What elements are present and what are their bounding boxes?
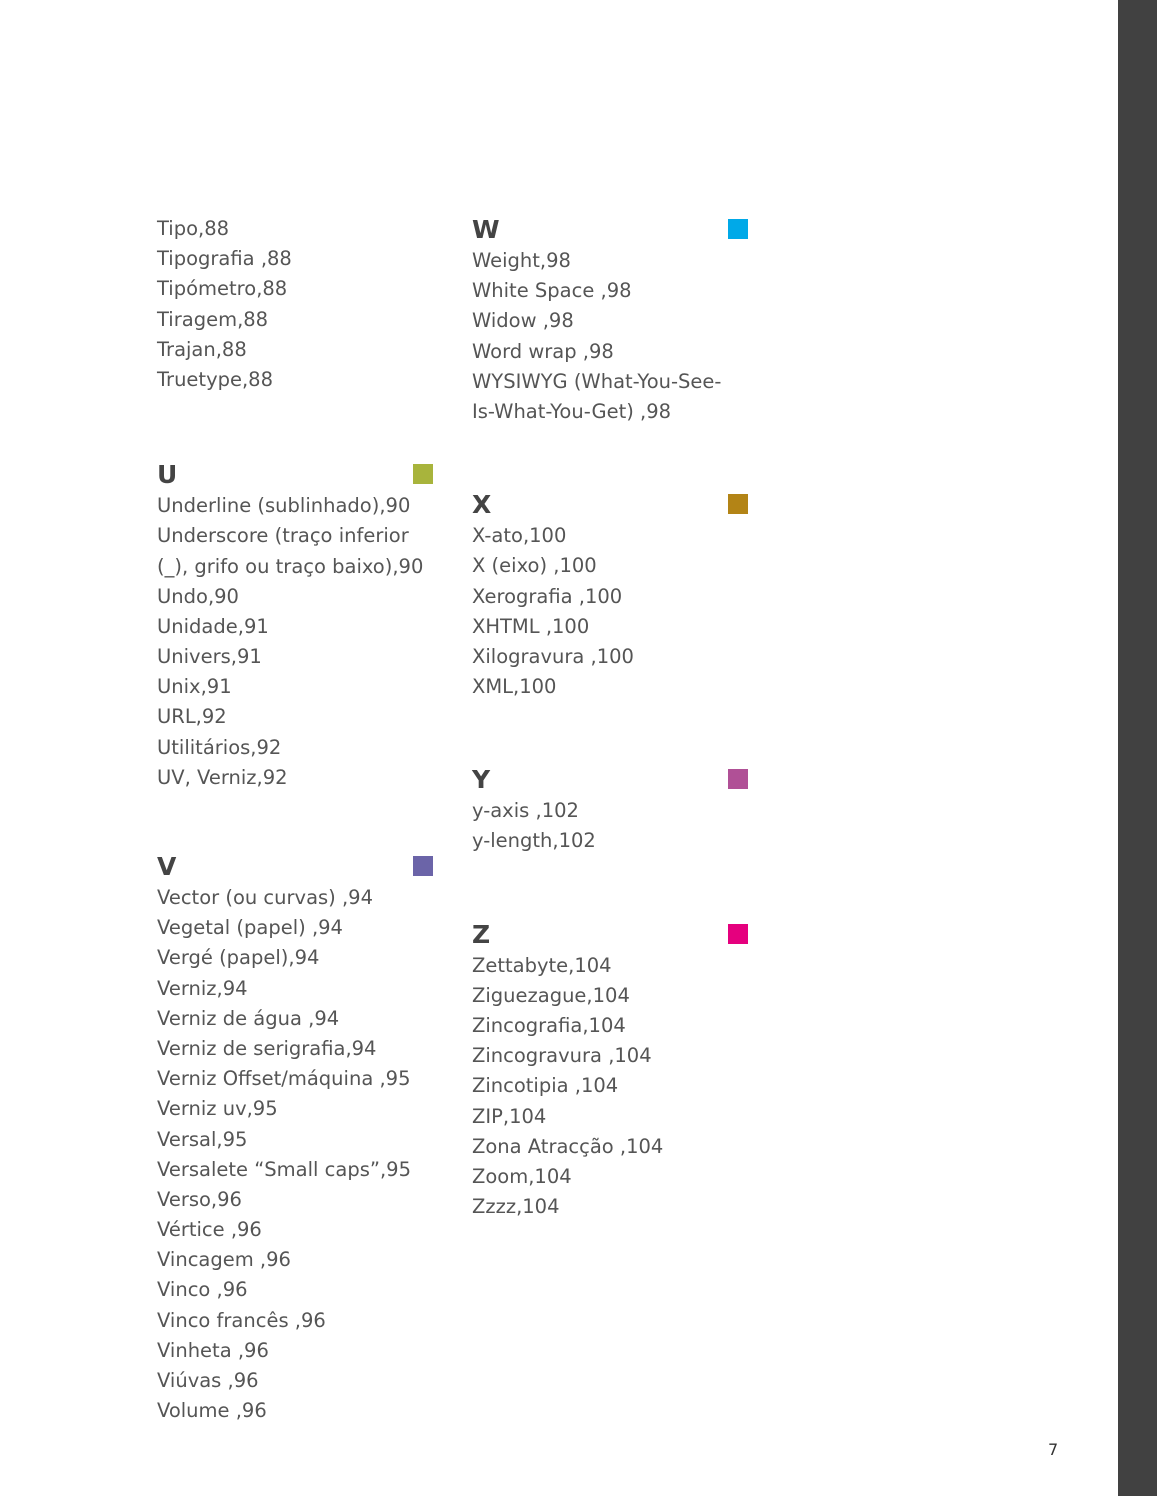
section-heading-z xyxy=(472,919,772,951)
section-heading-y xyxy=(472,764,772,796)
index-entry: Viúvas ,96 xyxy=(157,1369,259,1392)
section-t xyxy=(157,214,457,395)
side-bar xyxy=(1118,0,1157,1496)
index-entry: XML,100 xyxy=(472,675,557,699)
index-entry: Xerografia ,100 xyxy=(472,584,623,608)
index-entry: Zincogravura ,104 xyxy=(472,1044,652,1068)
section-w xyxy=(472,214,772,427)
index-entry: Unidade,91 xyxy=(157,614,269,638)
index-entry: X (eixo) ,100 xyxy=(472,554,597,578)
index-entry: X-ato,100 xyxy=(472,524,567,548)
index-entry: ZIP,104 xyxy=(472,1104,547,1128)
index-entry: Unix,91 xyxy=(157,675,232,699)
index-entry: Zincografia,104 xyxy=(472,1014,626,1037)
index-entry: Vincagem ,96 xyxy=(157,1248,291,1272)
index-entry: Zona Atracção ,104 xyxy=(472,1134,664,1158)
color-swatch-w xyxy=(728,219,748,239)
index-entry: Is-What-You-Get) ,98 xyxy=(472,399,672,423)
section-x xyxy=(472,489,772,702)
index-entry: Zoom,104 xyxy=(472,1164,572,1188)
index-entry: Vinco francês ,96 xyxy=(157,1308,326,1332)
index-entry: Versal,95 xyxy=(157,1127,248,1151)
index-entry: Utilitários,92 xyxy=(157,735,282,759)
index-entry: Verniz de água ,94 xyxy=(157,1006,340,1030)
index-entry: Vergé (papel),94 xyxy=(157,946,320,970)
color-swatch-y xyxy=(728,769,748,789)
section-heading-v xyxy=(157,851,457,883)
page-number: 7 xyxy=(1048,1440,1059,1459)
index-entry: y-length,102 xyxy=(472,829,596,853)
index-column-2 xyxy=(472,214,772,1222)
index-entry: Underscore (traço inferior xyxy=(157,524,409,548)
index-entry: Univers,91 xyxy=(157,645,262,669)
index-entry: Vértice ,96 xyxy=(157,1218,262,1242)
index-entry: Undo,90 xyxy=(157,584,239,608)
color-swatch-x xyxy=(728,494,748,514)
section-letter: X xyxy=(472,490,492,520)
index-entry: Vinco ,96 xyxy=(157,1278,248,1302)
section-letter: Y xyxy=(472,765,491,795)
index-entry: Zettabyte,104 xyxy=(472,953,612,977)
index-entry: Zincotipia ,104 xyxy=(472,1074,619,1098)
section-letter: V xyxy=(157,852,177,881)
index-entry: Tiragem,88 xyxy=(157,307,269,331)
index-entry: Tipo,88 xyxy=(157,217,230,240)
section-v xyxy=(157,851,457,1426)
color-swatch-z xyxy=(728,924,748,944)
index-column-1 xyxy=(157,214,457,1426)
index-entry: Vinheta ,96 xyxy=(157,1338,269,1362)
section-letter: Z xyxy=(472,919,491,949)
index-entry: Vector (ou curvas) ,94 xyxy=(157,886,373,909)
color-swatch-v xyxy=(413,856,433,876)
index-entry: Vegetal (papel) ,94 xyxy=(157,916,343,940)
index-entry: Word wrap ,98 xyxy=(472,339,614,363)
section-heading-x xyxy=(472,489,772,521)
section-letter: U xyxy=(157,460,178,490)
section-heading-w xyxy=(472,214,772,246)
index-entry: Verniz,94 xyxy=(157,976,248,1000)
section-letter: W xyxy=(472,215,500,244)
index-entry: Truetype,88 xyxy=(157,367,273,391)
index-entry: Verso,96 xyxy=(157,1187,242,1211)
index-entry: Verniz Offset/máquina ,95 xyxy=(157,1067,411,1091)
section-y xyxy=(472,764,772,856)
index-entry: Volume ,96 xyxy=(157,1399,267,1423)
index-entry: (_), grifo ou traço baixo),90 xyxy=(157,554,424,578)
index-entry: Widow ,98 xyxy=(472,309,574,333)
index-entry: URL,92 xyxy=(157,705,227,729)
index-entry: Ziguezague,104 xyxy=(472,983,630,1007)
section-u xyxy=(157,459,457,793)
section-z xyxy=(472,919,772,1223)
index-entry: Versalete “Small caps”,95 xyxy=(157,1157,411,1181)
index-entry: Xilogravura ,100 xyxy=(472,644,634,668)
index-entry: Underline (sublinhado),90 xyxy=(157,494,411,518)
index-entry: Verniz uv,95 xyxy=(157,1097,278,1121)
color-swatch-u xyxy=(413,464,433,484)
index-entry: WYSIWYG (What-You-See- xyxy=(472,369,722,393)
section-heading-u xyxy=(157,459,457,491)
index-entry: Trajan,88 xyxy=(157,337,247,361)
index-entry: UV, Verniz,92 xyxy=(157,765,288,789)
index-entry: Tipografia ,88 xyxy=(157,247,292,271)
index-entry: Tipómetro,88 xyxy=(157,277,288,301)
index-entry: Verniz de serigrafia,94 xyxy=(157,1036,377,1060)
index-entry: y-axis ,102 xyxy=(472,799,579,823)
index-entry: Weight,98 xyxy=(472,249,571,272)
index-entry: Zzzz,104 xyxy=(472,1195,560,1219)
index-entry: XHTML ,100 xyxy=(472,614,590,638)
index-entry: White Space ,98 xyxy=(472,279,632,303)
